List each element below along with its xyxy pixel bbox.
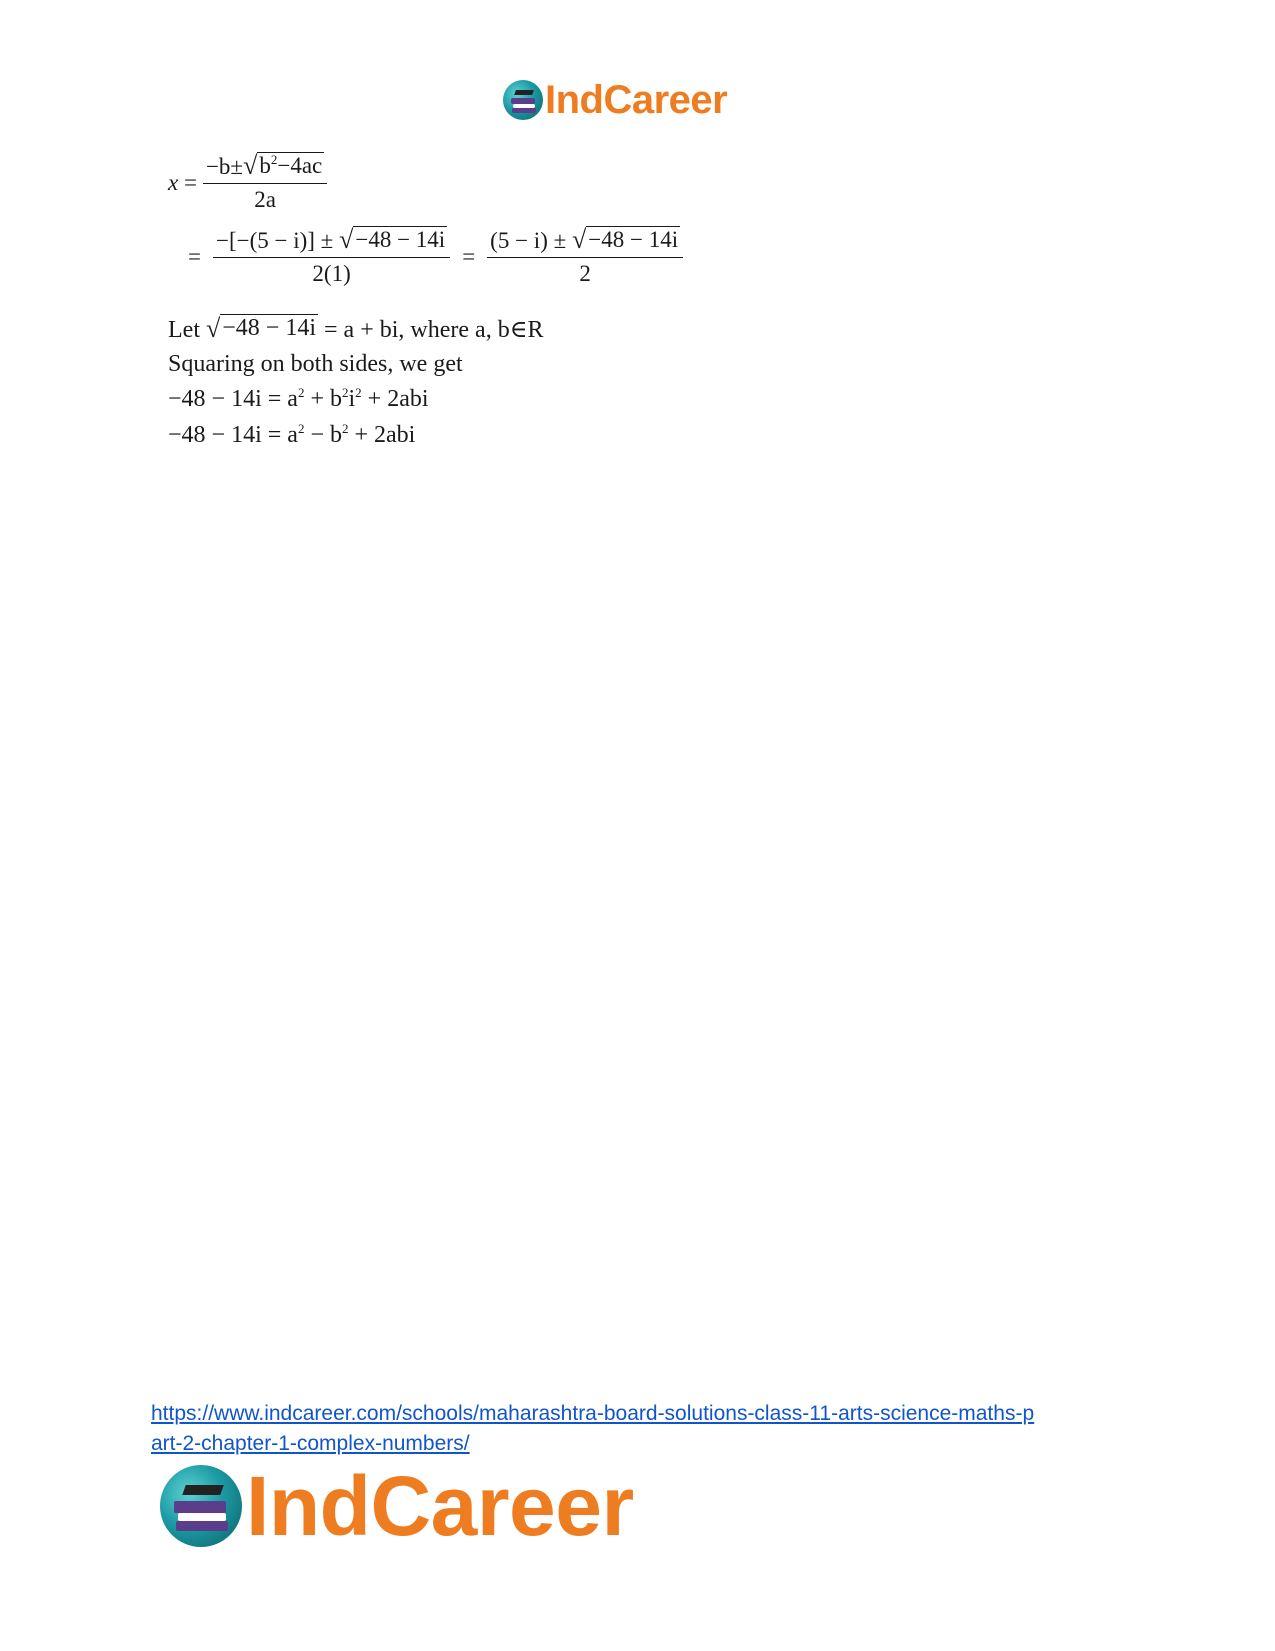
logo-wordmark: IndCareer — [246, 1459, 634, 1553]
indcareer-logo-header — [503, 80, 727, 120]
logo-wordmark: IndCareer — [545, 78, 728, 122]
link-line-2[interactable]: art-2-chapter-1-complex-numbers/ — [151, 1432, 470, 1455]
quadratic-formula-row — [168, 152, 333, 213]
substitution-fraction-2: (5 − i) ± √ −48 − 14i 2 — [487, 226, 683, 287]
x-equals: x = — [168, 169, 197, 195]
substitution-row: = −[−(5 − i)] ± √ −48 − 14i 2(1) = (5 − i) ± √ −48 − 14i 2 — [182, 226, 689, 287]
let-statement: Let √ −48 − 14i = a + bi, where a, b∈R — [168, 314, 544, 343]
expansion-line-1: $-48 - 14i = a^2 + b^2i^2 + 2abi$ — [168, 385, 429, 412]
source-url-link[interactable] — [151, 1399, 1141, 1459]
quadratic-fraction: −b± √ $b^2-4ac$ 2a — [203, 152, 327, 213]
globe-books-icon — [503, 80, 543, 120]
link-line-1[interactable]: https://www.indcareer.com/schools/maharashtra-board-solutions-class-11-arts-science-maths-p — [151, 1402, 1035, 1425]
substitution-fraction-1: −[−(5 − i)] ± √ −48 − 14i 2(1) — [213, 226, 450, 287]
indcareer-logo-footer — [160, 1459, 634, 1553]
globe-books-icon — [160, 1465, 242, 1547]
squaring-text: Squaring on both sides, we get — [168, 351, 463, 377]
expansion-line-2: $-48 - 14i = a^2 - b^2 + 2abi$ — [168, 421, 416, 448]
